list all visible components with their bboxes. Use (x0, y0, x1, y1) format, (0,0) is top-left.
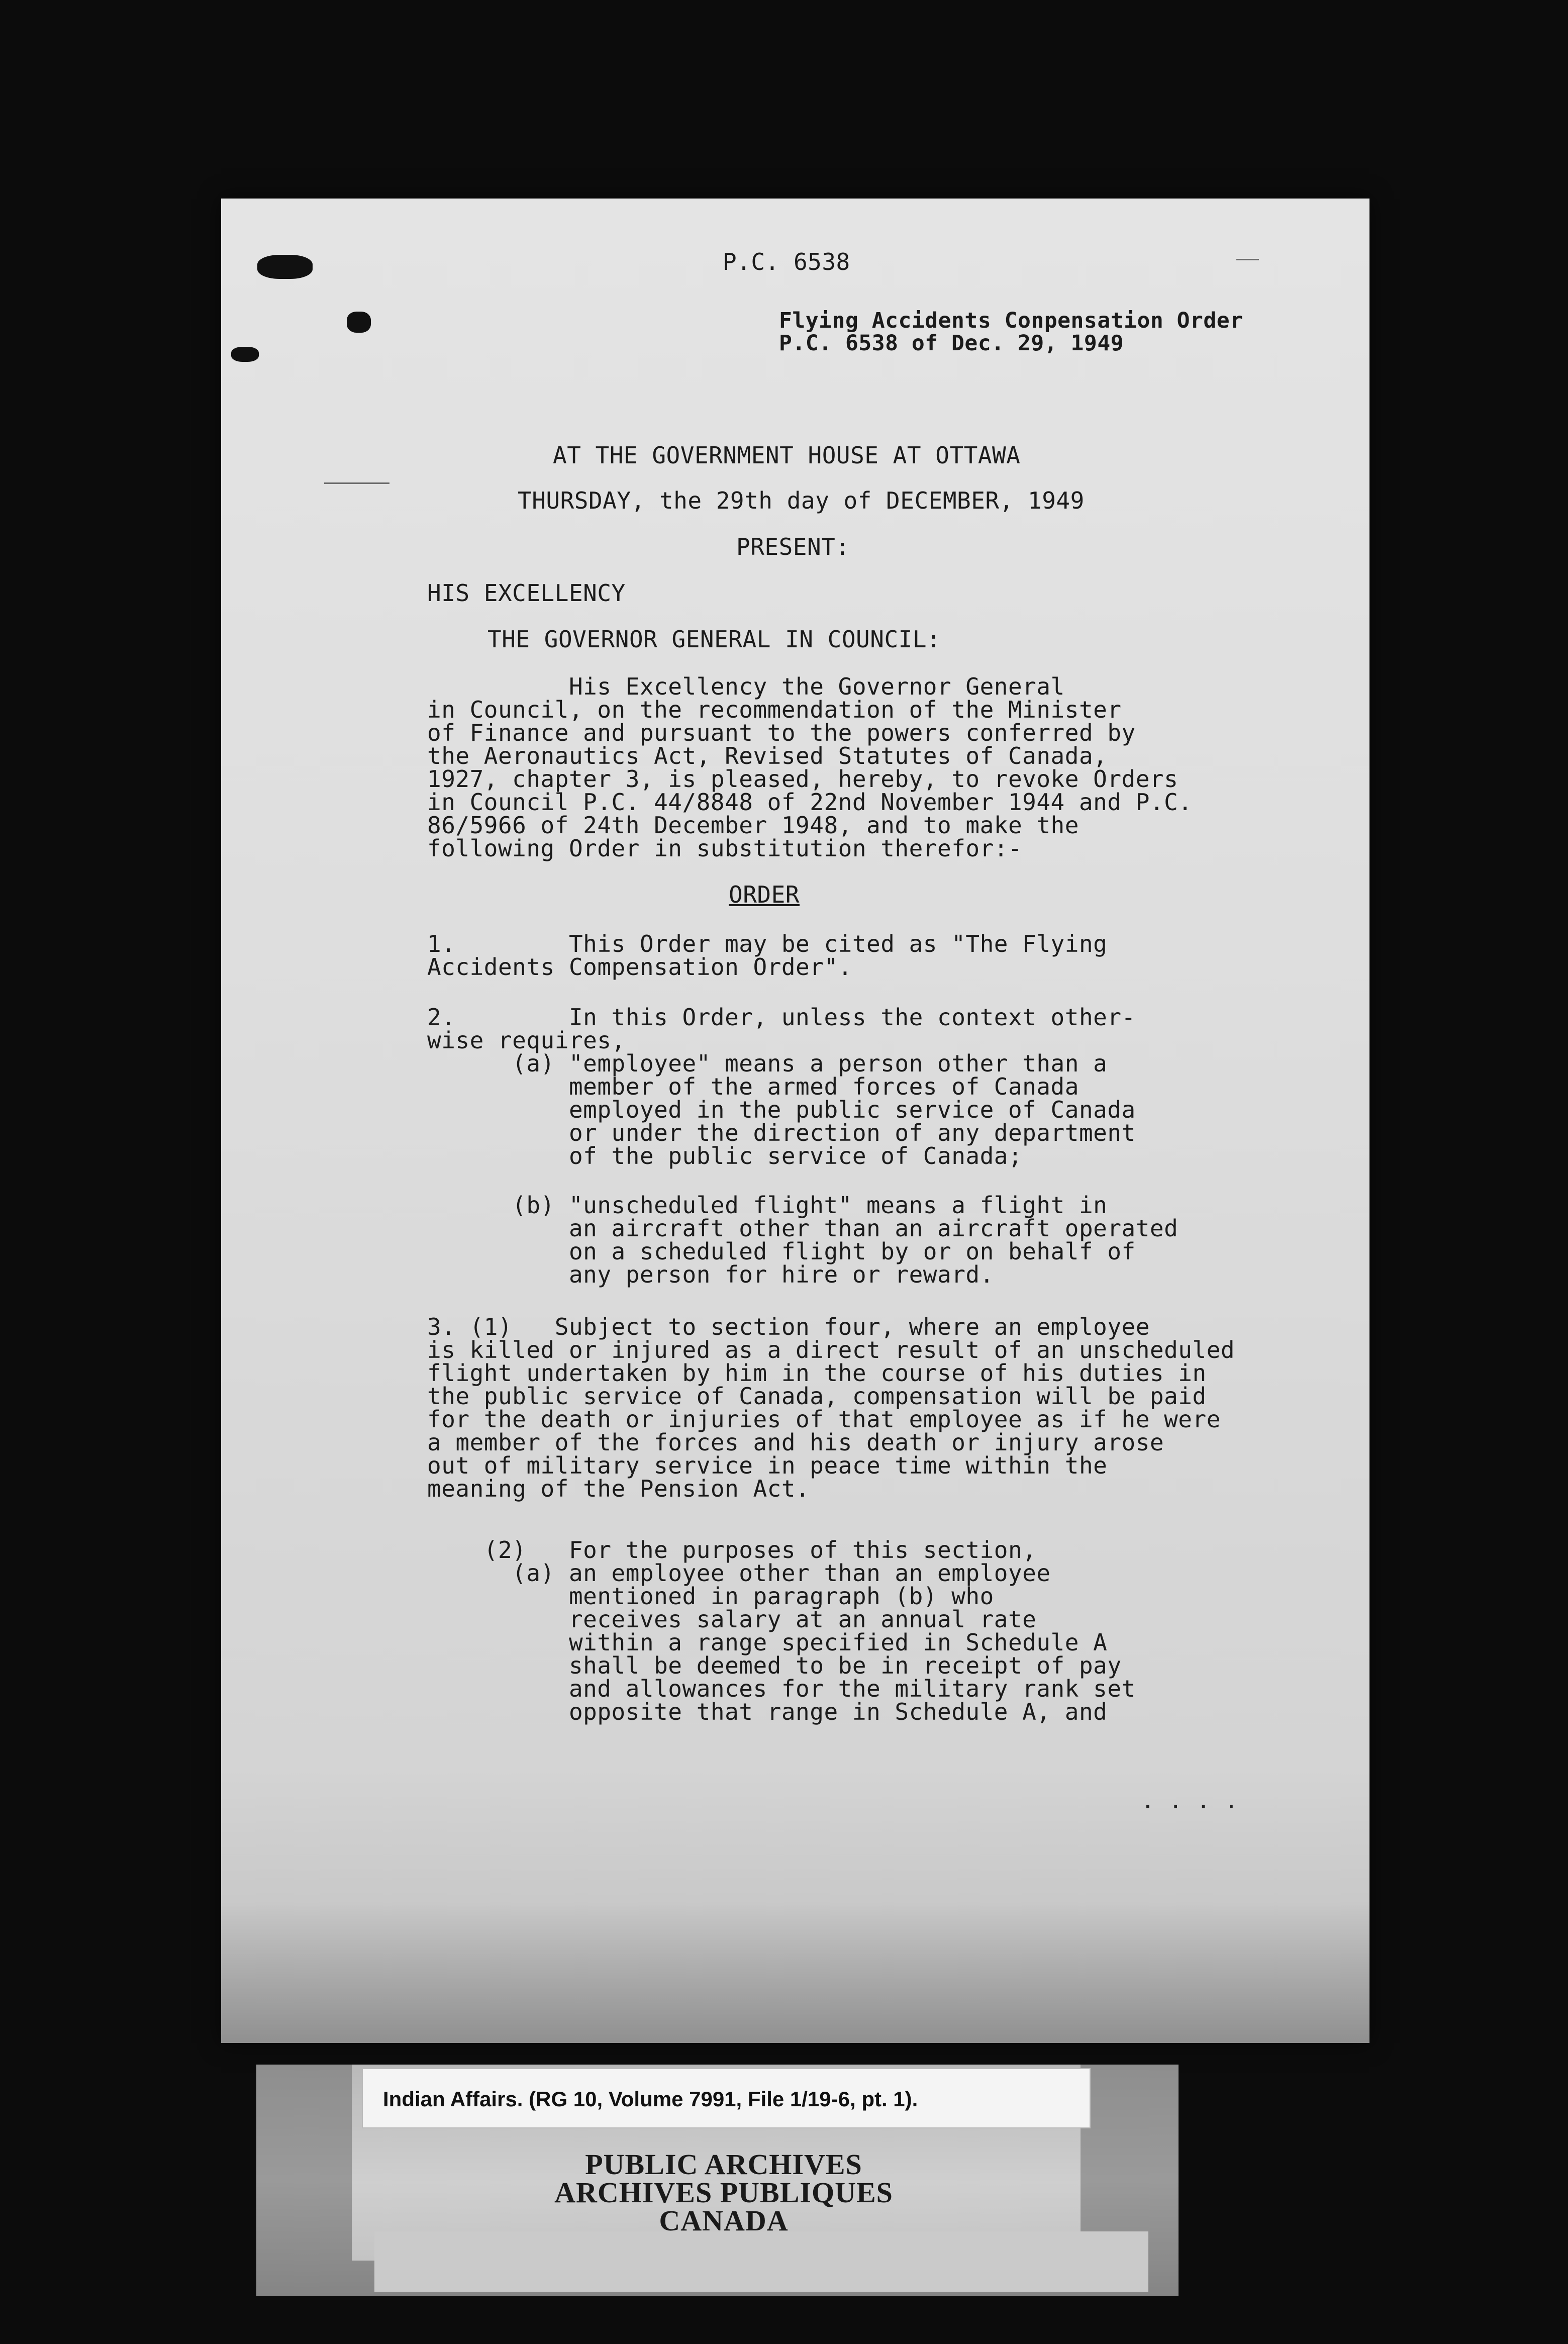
location-line: AT THE GOVERNMENT HOUSE AT OTTAWA (553, 442, 1021, 469)
his-excellency-line: HIS EXCELLENCY (427, 579, 626, 607)
section-line: or under the direction of any department (427, 1119, 1136, 1146)
section-line: (2) For the purposes of this section, (427, 1536, 1037, 1564)
archives-stamp-line: ARCHIVES PUBLIQUES (554, 2176, 893, 2209)
archives-stamp-line: PUBLIC ARCHIVES (585, 2148, 862, 2181)
recital-line: the Aeronautics Act, Revised Statutes of Canada, (427, 742, 1108, 769)
date-line: THURSDAY, the 29th day of DECEMBER, 1949 (518, 487, 1085, 514)
section-line: out of military service in peace time within the (427, 1452, 1108, 1479)
section-line: an aircraft other than an aircraft operated (427, 1215, 1179, 1242)
section-line: the public service of Canada, compensation will be paid (427, 1383, 1207, 1410)
section-line: 2. In this Order, unless the context other- (427, 1004, 1136, 1031)
section-line: for the death or injuries of that employee as if he were (427, 1406, 1221, 1433)
section-line: (a) "employee" means a person other than a (427, 1050, 1108, 1077)
section-line: shall be deemed to be in receipt of pay (427, 1652, 1122, 1679)
section-line: employed in the public service of Canada (427, 1096, 1136, 1123)
section-line: receives salary at an annual rate (427, 1606, 1037, 1633)
order-reference: P.C. 6538 of Dec. 29, 1949 (779, 331, 1124, 356)
recital-line: His Excellency the Governor General (427, 673, 1065, 700)
recital-line: 86/5966 of 24th December 1948, and to make the (427, 812, 1079, 839)
order-title: Flying Accidents Conpensation Order (779, 308, 1243, 333)
section-line: mentioned in paragraph (b) who (427, 1583, 994, 1610)
document-page (221, 199, 1369, 2043)
ink-smudge (347, 312, 371, 333)
recital-line: in Council, on the recommendation of the Minister (427, 696, 1122, 723)
continuation-dots: . . . . (1141, 1787, 1238, 1814)
section-line: of the public service of Canada; (427, 1142, 1023, 1169)
section-line: and allowances for the military rank set (427, 1675, 1136, 1702)
recital-line: in Council P.C. 44/8848 of 22nd November 1944 and P.C. (427, 789, 1193, 816)
pencil-mark (1236, 259, 1259, 260)
section-line: on a scheduled flight by or on behalf of (427, 1238, 1136, 1265)
section-line: within a range specified in Schedule A (427, 1629, 1108, 1656)
section-line: member of the armed forces of Canada (427, 1073, 1079, 1100)
present-heading: PRESENT: (736, 533, 850, 560)
order-heading: ORDER (729, 881, 800, 908)
section-line: 3. (1) Subject to section four, where an employee (427, 1313, 1150, 1340)
archives-stamp-line: CANADA (659, 2204, 789, 2237)
section-line: 1. This Order may be cited as "The Flying (427, 930, 1108, 957)
section-line: wise requires, (427, 1027, 626, 1054)
pencil-mark (324, 482, 389, 484)
ink-smudge (231, 347, 259, 362)
section-line: (a) an employee other than an employee (427, 1559, 1051, 1587)
section-line: meaning of the Pension Act. (427, 1475, 810, 1502)
section-line: flight undertaken by him in the course of his duties in (427, 1359, 1207, 1387)
section-line: is killed or injured as a direct result of an unscheduled (427, 1336, 1235, 1363)
archive-holder-base (374, 2231, 1148, 2292)
recital-line: following Order in substitution therefor:- (427, 835, 1023, 862)
ink-smudge (257, 255, 313, 279)
section-line: any person for hire or reward. (427, 1261, 994, 1288)
section-line: Accidents Compensation Order". (427, 953, 852, 981)
governor-council-line: THE GOVERNOR GENERAL IN COUNCIL: (487, 626, 941, 653)
recital-line: of Finance and pursuant to the powers conferred by (427, 719, 1136, 746)
recital-line: 1927, chapter 3, is pleased, hereby, to revoke Orders (427, 765, 1179, 793)
section-line: opposite that range in Schedule A, and (427, 1698, 1108, 1725)
section-line: a member of the forces and his death or injury arose (427, 1429, 1164, 1456)
archive-citation-label: Indian Affairs. (RG 10, Volume 7991, File 1/19-6, pt. 1). (362, 2068, 1091, 2128)
section-line: (b) "unscheduled flight" means a flight in (427, 1192, 1108, 1219)
pc-number: P.C. 6538 (723, 248, 850, 275)
